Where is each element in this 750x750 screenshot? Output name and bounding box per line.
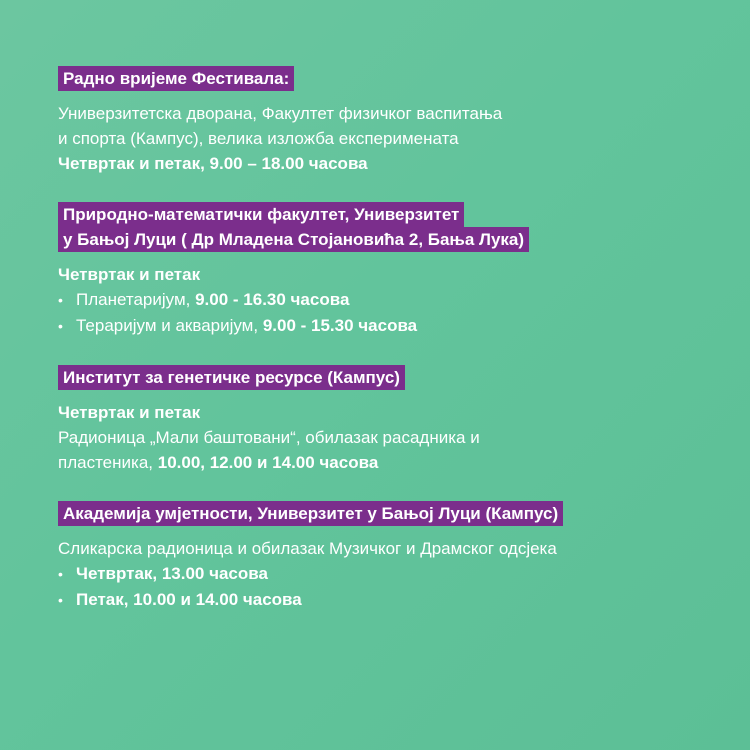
list-item: • Тераријум и акваријум, 9.00 - 15.30 часова: [58, 313, 728, 339]
text-line: Радионица „Мали баштовани“, обилазак расадника и: [58, 428, 480, 447]
section-festival-hours: [58, 66, 728, 176]
text-line: Четвртак и петак, 9.00 – 18.00 часова: [58, 154, 368, 173]
section-heading: [58, 365, 728, 390]
bullet-icon: •: [58, 292, 63, 308]
heading-line: Природно-математички факултет, Универзитет: [58, 202, 464, 227]
heading-line: Институт за генетичке ресурсе (Кампус): [58, 365, 405, 390]
text-line: Сликарска радионица и обилазак Музичког и Драмског одсјека: [58, 539, 557, 558]
section-genetic-institute: [58, 365, 728, 475]
text-line: пластеника, 10.00, 12.00 и 14.00 часова: [58, 453, 379, 472]
text-line: Четвртак и петак: [58, 265, 201, 284]
bullet-icon: •: [58, 318, 63, 334]
list-item: • Петак, 10.00 и 14.00 часова: [58, 587, 728, 613]
heading-line: Академија умјетности, Универзитет у Бањој Луци (Кампус): [58, 501, 563, 526]
schedule-content: [58, 66, 728, 613]
list-item: • Планетаријум, 9.00 - 16.30 часова: [58, 287, 728, 313]
section-heading: [58, 66, 728, 91]
list-item: • Четвртак, 13.00 часова: [58, 561, 728, 587]
text-line: и спорта (Кампус), велика изложба експеримената: [58, 129, 459, 148]
heading-line: Радно вријеме Фестивала:: [58, 66, 294, 91]
bullet-icon: •: [58, 566, 63, 582]
text-line: Универзитетска дворана, Факултет физичког васпитања: [58, 104, 503, 123]
section-pmf: [58, 202, 728, 339]
section-heading: [58, 202, 728, 252]
section-heading: [58, 501, 728, 526]
bullet-icon: •: [58, 592, 63, 608]
text-line: Четвртак и петак: [58, 403, 201, 422]
section-academy-of-arts: [58, 501, 728, 613]
heading-line: у Бањој Луци ( Др Младена Стојановића 2, Бања Лука): [58, 227, 529, 252]
